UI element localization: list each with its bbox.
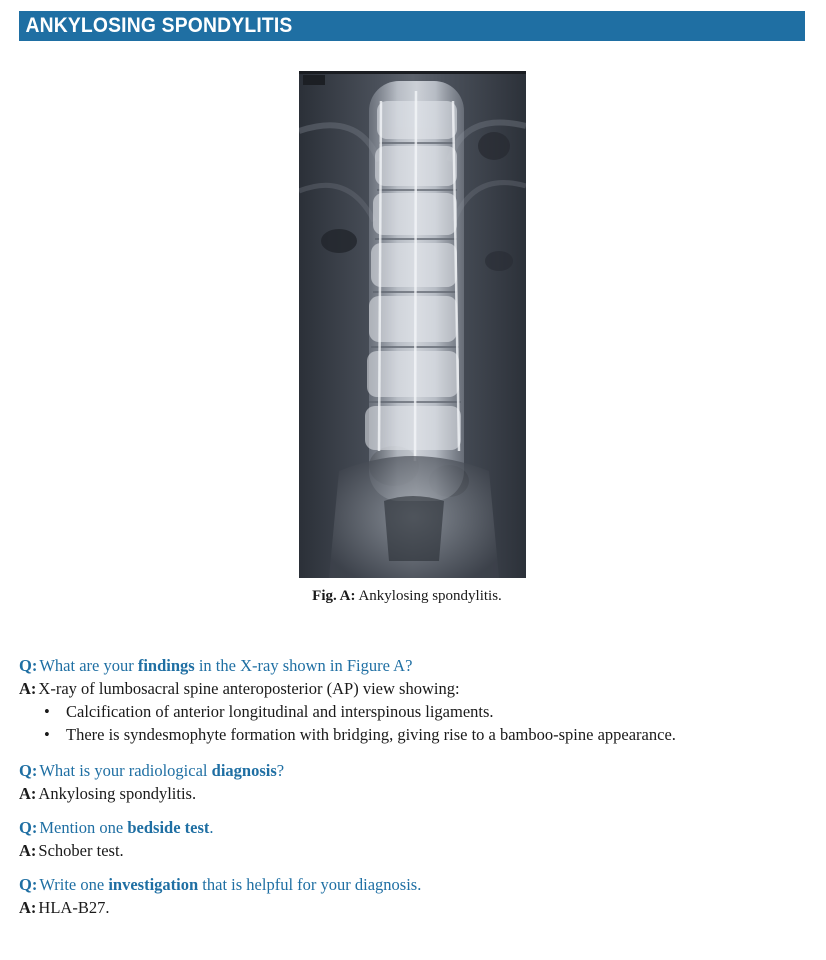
question xyxy=(19,873,809,896)
answer-text: X-ray of lumbosacral spine anteroposterior (AP) view showing: xyxy=(38,679,460,698)
question xyxy=(19,654,809,677)
title-bar xyxy=(19,11,805,41)
xray-image xyxy=(299,71,526,578)
question-keyword: investigation xyxy=(108,875,199,894)
figure-caption xyxy=(0,588,826,605)
answer xyxy=(19,839,809,862)
answer-key: A: xyxy=(19,784,37,803)
qa-block-investigation xyxy=(19,873,809,919)
question-key: Q: xyxy=(19,818,38,837)
answer-text: Schober test. xyxy=(38,841,124,860)
bullet-icon: • xyxy=(44,702,50,721)
question-key: Q: xyxy=(19,656,38,675)
question-text: in the X-ray shown in Figure A? xyxy=(194,656,413,675)
bullet-icon: • xyxy=(44,725,50,744)
question-key: Q: xyxy=(19,761,38,780)
question-text: that is helpful for your diagnosis. xyxy=(198,875,422,894)
figure-caption-text: Ankylosing spondylitis. xyxy=(358,588,502,604)
question-text: ? xyxy=(276,761,285,780)
question xyxy=(19,816,809,839)
answer-text: HLA-B27. xyxy=(38,898,110,917)
question-key: Q: xyxy=(19,875,38,894)
list-item xyxy=(19,700,809,723)
answer-key: A: xyxy=(19,679,37,698)
answer xyxy=(19,896,809,919)
answer xyxy=(19,782,809,805)
question-keyword: diagnosis xyxy=(211,761,277,780)
answer-key: A: xyxy=(19,898,37,917)
question-text: Write one xyxy=(39,875,109,894)
answer xyxy=(19,677,809,700)
list-item xyxy=(19,723,809,746)
qa-block-bedside-test xyxy=(19,816,809,862)
answer-text: Ankylosing spondylitis. xyxy=(38,784,197,803)
figure-label: Fig. A: xyxy=(312,588,356,604)
question-text: What are your xyxy=(39,656,138,675)
question-keyword: findings xyxy=(137,656,195,675)
qa-block-findings xyxy=(19,654,809,746)
question-keyword: bedside test xyxy=(127,818,210,837)
question-text: What is your radiological xyxy=(39,761,212,780)
list-item-text: Calcification of anterior longitudinal and interspinous ligaments. xyxy=(66,702,494,721)
question-text: . xyxy=(209,818,214,837)
answer-key: A: xyxy=(19,841,37,860)
findings-list xyxy=(19,700,809,746)
qa-block-diagnosis xyxy=(19,759,809,805)
page-title: ANKYLOSING SPONDYLITIS xyxy=(25,14,293,37)
list-item-text: There is syndesmophyte formation with bridging, giving rise to a bamboo-spine appearance. xyxy=(66,725,676,744)
question-text: Mention one xyxy=(39,818,128,837)
question xyxy=(19,759,809,782)
